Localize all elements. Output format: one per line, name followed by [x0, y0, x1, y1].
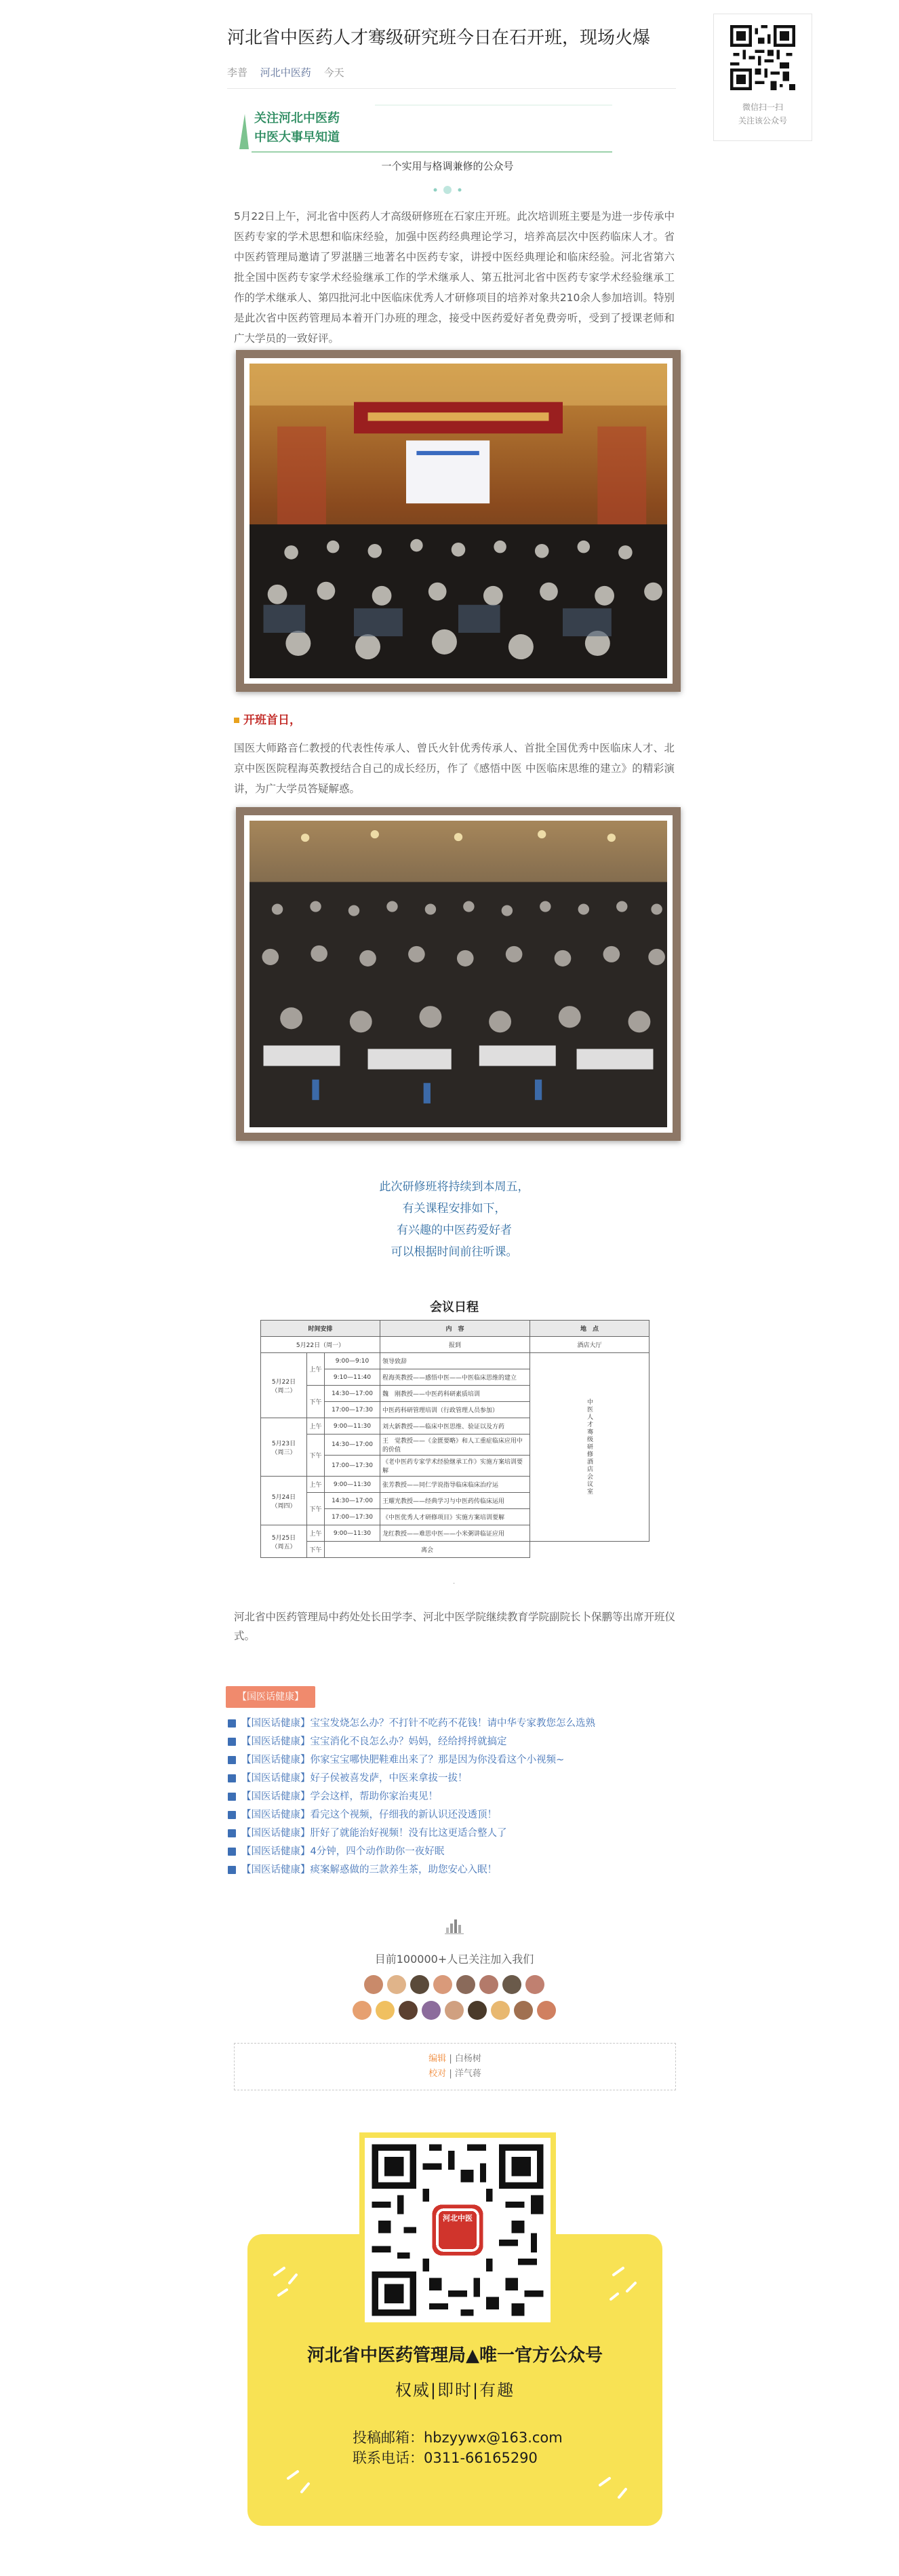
related-link-item[interactable]: [228, 1788, 689, 1806]
account-link[interactable]: 河北中医药: [260, 66, 311, 79]
author-name: 李普: [227, 66, 248, 79]
follower-avatar: [537, 2001, 556, 2020]
schedule-half: 上午: [307, 1418, 325, 1435]
conference-photo-1: [236, 350, 681, 692]
proofreader-role: 校对: [428, 2069, 447, 2079]
schedule-time: 17:00—17:30: [325, 1402, 380, 1418]
schedule-content: 张芳教授——同仁学说指导临床临床治疗运: [380, 1477, 530, 1493]
qr-code-icon: [730, 25, 795, 90]
proofreader-name: 洋气蒋: [454, 2069, 481, 2079]
qr-caption-scan: 微信扫一扫: [742, 102, 783, 112]
schedule-half: 下午: [307, 1542, 325, 1558]
editor-role: 编辑: [428, 2054, 447, 2064]
related-link-item[interactable]: [228, 1770, 689, 1788]
schedule-day: 5月22日 （周二）: [261, 1353, 307, 1418]
qr-badge-text: 河北中医: [443, 2214, 473, 2223]
col-header-content: 内 容: [380, 1321, 530, 1337]
schedule-time: 9:00—9:10: [325, 1353, 380, 1369]
link-bullet-icon: [228, 1719, 236, 1728]
col-header-time: 时间安排: [261, 1321, 380, 1337]
qr-code-large-icon: [365, 2138, 551, 2322]
schedule-content: 王 觉教授——《金匮要略》和人工重症临床应用中的价值: [380, 1435, 530, 1456]
schedule-half: 下午: [307, 1386, 325, 1418]
schedule-notice: [231, 1176, 678, 1263]
schedule-half: 上午: [307, 1353, 325, 1386]
schedule-half: 上午: [307, 1477, 325, 1493]
link-bullet-icon: [228, 1756, 236, 1764]
related-link-text[interactable]: 【国医话健康】宝宝发烧怎么办？不打针不吃药不花钱！请中华专家教您怎么选熟: [241, 1718, 595, 1729]
notice-line: 有兴趣的中医药爱好者: [397, 1224, 512, 1237]
followers-count-text: 目前100000+人已关注加入我们: [374, 1953, 534, 1966]
schedule-time: 9:00—11:30: [325, 1525, 380, 1542]
schedule-content: 魏 刚教授——中医药科研素质培训: [380, 1386, 530, 1402]
follower-avatar: [491, 2001, 510, 2020]
intro-paragraph: 5月22日上午，河北省中医药人才高级研修班在石家庄开班。此次培训班主要是为进一步传承中医药专家的学术思想和临床经验，加强中医药经典理论学习，培养高层次中医药临床人才。省中医药管理局邀请了罗湛膳三地著名中医药专家，讲授中医经典理论和临床经验。河北省第六批全国中医药专家学术经验继承工作的学术继承人、第五批河北省中医药专家学术经验继承工作的学术继承人、第四批河北中医临床优秀人才研修项目的培养对象共210余人参加培训。特别是此次省中医药管理局本着开门办班的理念，接受中医药爱好者免费旁听，受到了授课老师和广大学员的一致好评。: [234, 210, 675, 345]
article-meta: [227, 65, 344, 79]
schedule-time: 14:30—17:00: [325, 1493, 380, 1509]
related-link-text[interactable]: 【国医话健康】好子侯被喜发萨，中医来拿拔一拔！: [241, 1773, 468, 1784]
link-bullet-icon: [228, 1866, 236, 1874]
schedule-row: [261, 1353, 650, 1369]
contact-phone[interactable]: 联系电话：0311-66165290: [353, 2450, 538, 2466]
contact-email[interactable]: 投稿邮箱：hbzyywx@163.com: [353, 2429, 563, 2446]
header-divider: [227, 88, 676, 89]
banner-subtitle: 一个实用与格调兼修的公众号: [381, 160, 514, 172]
follower-avatar: [364, 1975, 383, 1994]
schedule-time: 17:00—17:30: [325, 1456, 380, 1477]
opening-date: 5月22日（周一）: [261, 1337, 380, 1353]
article-title: 河北省中医药人才骞级研究班今日在石开班，现场火爆: [227, 28, 651, 48]
follower-avatar: [514, 2001, 533, 2020]
schedule-content: 《中医优秀人才研修项目》实施方案培训要解: [380, 1509, 530, 1525]
schedule-time: 14:30—17:00: [325, 1386, 380, 1402]
schedule-content: 龙红教授——难思中医——小米粥讲临证应用: [380, 1525, 530, 1542]
follower-avatar: [433, 1975, 452, 1994]
related-link-text[interactable]: 【国医话健康】学会这样，帮助你家治夷见！: [241, 1791, 438, 1802]
follower-avatar: [468, 2001, 487, 2020]
photo-1-image: [249, 364, 667, 678]
related-link-item[interactable]: [228, 1843, 689, 1861]
follower-avatar: [456, 1975, 475, 1994]
follower-avatar: [422, 2001, 441, 2020]
related-link-item[interactable]: [228, 1715, 689, 1733]
schedule-content: 领导致辞: [380, 1353, 530, 1369]
qr-caption-follow: 关注该公众号: [738, 116, 787, 125]
link-bullet-icon: [228, 1811, 236, 1819]
schedule-time: 9:00—11:30: [325, 1477, 380, 1493]
credits-box: 编辑 | 白杨树 校对 | 洋气蒋: [234, 2043, 676, 2090]
notice-line: 此次研修班将持续到本周五，: [379, 1180, 530, 1194]
section-1-paragraph: 国医大师路音仁教授的代表性传承人、曾氏火针优秀传承人、首批全国优秀中医临床人才、北京中医医院程海英教授结合自己的成长经历，作了《感悟中医 中医临床思维的建立》的精彩演讲，为广大学员答疑解惑。: [234, 742, 675, 795]
notice-line: 有关课程安排如下，: [402, 1202, 506, 1215]
schedule-content: 程海英教授——感悟中医——中医临床思维的建立: [380, 1369, 530, 1386]
schedule-time: 17:00—17:30: [325, 1509, 380, 1525]
related-link-item[interactable]: [228, 1824, 689, 1843]
follower-avatar: [387, 1975, 406, 1994]
schedule-title: 会议日程: [430, 1300, 479, 1314]
schedule-content: 离会: [325, 1542, 530, 1558]
notice-line: 可以根据时间前往听课。: [391, 1245, 518, 1259]
related-link-item[interactable]: [228, 1806, 689, 1824]
decorative-dots-icon: [427, 184, 468, 195]
section-heading-opening-day: 开班首日，: [234, 710, 301, 727]
banner-line-2: 中医大事早知道: [254, 130, 340, 144]
follower-avatars-row-1: [231, 1975, 678, 1994]
follower-avatar: [376, 2001, 395, 2020]
closing-paragraph: 河北省中医药管理局中药处处长田学李、河北中医学院继续教育学院副院长卜保鹏等出席开班仪式。: [234, 1611, 676, 1642]
link-bullet-icon: [228, 1774, 236, 1782]
col-header-place: 地 点: [530, 1321, 650, 1337]
follow-banner: [239, 102, 619, 156]
card-title: 河北省中医药管理局▲唯一官方公众号: [307, 2345, 603, 2366]
schedule-content: 中医药科研管理培训（行政管理人员参加）: [380, 1402, 530, 1418]
conference-photo-2: [236, 807, 681, 1141]
link-bullet-icon: [228, 1829, 236, 1837]
related-links-list: [228, 1715, 689, 1879]
related-link-text[interactable]: 【国医话健康】4分钟，四个动作助你一夜好眠: [241, 1846, 445, 1857]
side-qr-card: [713, 14, 812, 141]
related-link-text[interactable]: 【国医话健康】肝好了就能治好视频！没有比这更适合整人了: [241, 1828, 507, 1839]
schedule-content: 刘大新教授——临床中医思维、验证以及方药: [380, 1418, 530, 1435]
related-link-item[interactable]: [228, 1861, 689, 1879]
follower-avatar: [525, 1975, 544, 1994]
schedule-half: 上午: [307, 1525, 325, 1542]
related-link-text[interactable]: 【国医话健康】你家宝宝哪快肥鞋难出来了？那是因为你没看这个小视频~: [241, 1755, 565, 1765]
related-link-item[interactable]: [228, 1733, 689, 1751]
schedule-day: 5月25日 （周五）: [261, 1525, 307, 1558]
schedule-time: 9:00—11:30: [325, 1418, 380, 1435]
schedule-time: 14:30—17:00: [325, 1435, 380, 1456]
related-link-text[interactable]: 【国医话健康】痰案解惑做的三款养生茶，助您安心入眠！: [241, 1865, 497, 1875]
banner-line-1: 关注河北中医药: [254, 111, 340, 125]
schedule-day: 5月23日 （周三）: [261, 1418, 307, 1477]
related-link-item[interactable]: [228, 1751, 689, 1770]
schedule-content: 王耀光教授——经典学习与中医药传临床运用: [380, 1493, 530, 1509]
follower-avatar: [399, 2001, 418, 2020]
follower-avatar: [479, 1975, 498, 1994]
schedule-time: 9:10—11:40: [325, 1369, 380, 1386]
schedule-venue: 中医人才骞级研修酒店会议室: [530, 1353, 650, 1542]
related-links-tag: 【国医话健康】: [226, 1686, 315, 1708]
follower-avatar: [502, 1975, 521, 1994]
schedule-day: 5月24日 （周四）: [261, 1477, 307, 1525]
schedule-row: [261, 1542, 650, 1558]
opening-content: 报到: [380, 1337, 530, 1353]
section-marker-icon: [234, 718, 239, 723]
link-bullet-icon: [228, 1793, 236, 1801]
schedule-table: [260, 1320, 650, 1558]
table-footnote: ·: [453, 1580, 456, 1588]
schedule-content: 《老中医药专家学术经验继承工作》实施方案培训要解: [380, 1456, 530, 1477]
schedule-half: 下午: [307, 1435, 325, 1477]
schedule-half: 下午: [307, 1493, 325, 1525]
related-link-text[interactable]: 【国医话健康】宝宝消化不良怎么办？妈妈，经给捋捋就搞定: [241, 1736, 507, 1747]
photo-2-image: [249, 821, 667, 1127]
follower-avatar: [410, 1975, 429, 1994]
opening-place: 酒店大厅: [530, 1337, 650, 1353]
follower-avatar: [445, 2001, 464, 2020]
editor-name: 白杨树: [454, 2054, 481, 2064]
link-bullet-icon: [228, 1738, 236, 1746]
follower-avatar: [353, 2001, 372, 2020]
follower-avatars-row-2: [231, 2001, 678, 2020]
card-tagline: 权威|即时|有趣: [395, 2381, 515, 2400]
link-bullet-icon: [228, 1848, 236, 1856]
official-qr-code: [359, 2132, 556, 2328]
publish-date: 今天: [323, 66, 344, 79]
bar-chart-icon: [445, 1918, 464, 1934]
related-link-text[interactable]: 【国医话健康】看完这个视频，仔细我的新认识还没透顶！: [241, 1810, 497, 1820]
